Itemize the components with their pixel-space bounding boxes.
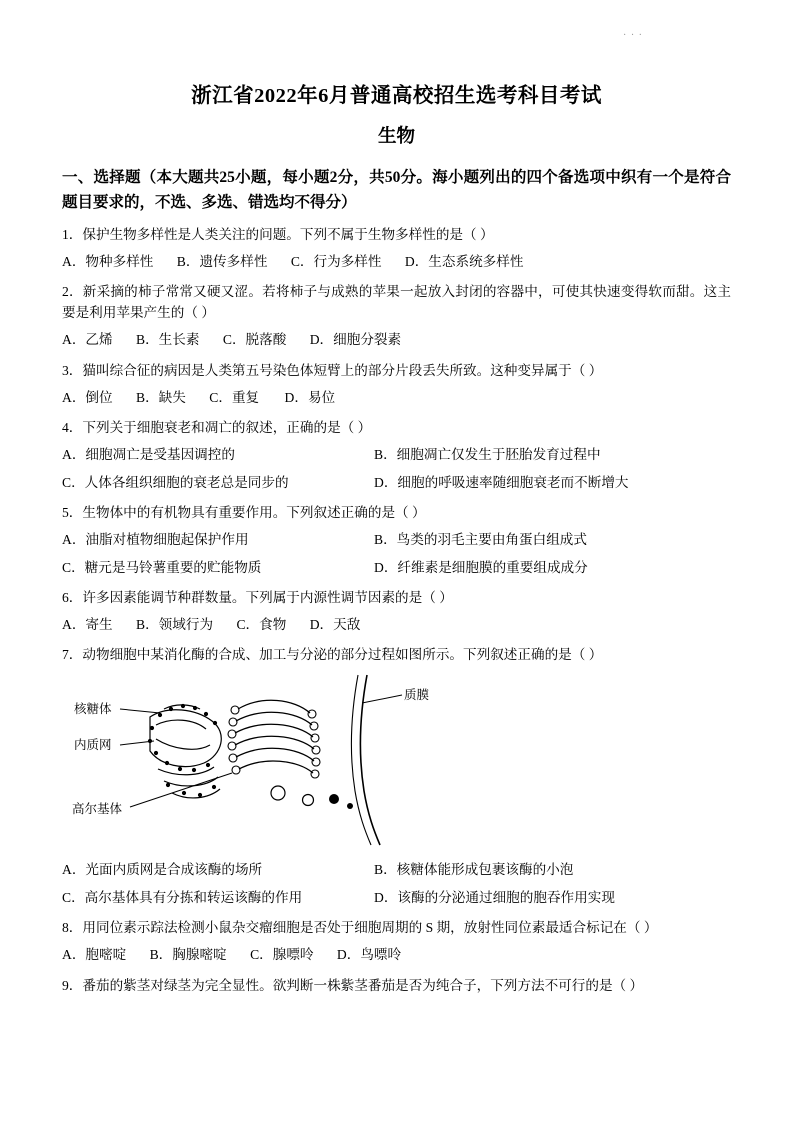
option[interactable]: D．天敌 <box>309 616 361 632</box>
option-row <box>62 888 731 908</box>
option[interactable]: A．寄生 <box>62 616 113 632</box>
option[interactable]: B．核糖体能形成包裹该酶的小泡 <box>374 862 574 878</box>
section-heading: 一、选择题（本大题共25小题，每小题2分，共50分。海小题列出的四个备选项中织有一个是符合题目要求的，不选、多选、错选均不得分） <box>62 168 731 211</box>
option[interactable]: C．高尔基体具有分拣和转运该酶的作用 <box>62 889 303 905</box>
option[interactable]: B．生长素 <box>136 332 200 348</box>
option[interactable]: C．糖元是马铃薯重要的贮能物质 <box>62 559 262 575</box>
label-golgi: 高尔基体 <box>72 802 123 817</box>
option-row <box>62 445 731 465</box>
label-plasma-membrane: 质膜 <box>404 688 430 703</box>
question-stem: 5．生物体中的有机物具有重要作用。下列叙述正确的是（ ） <box>62 505 426 521</box>
question-stem: 4．下列关于细胞衰老和凋亡的叙述，正确的是（ ） <box>62 420 372 436</box>
option[interactable]: C．重复 <box>209 389 260 405</box>
option-row <box>62 860 731 880</box>
option[interactable]: D．生态系统多样性 <box>404 253 524 269</box>
option[interactable]: A．胞嘧啶 <box>62 947 127 963</box>
option[interactable]: A．乙烯 <box>62 332 113 348</box>
option-row <box>62 558 731 578</box>
option[interactable]: A．倒位 <box>62 389 113 405</box>
label-er: 内质网 <box>74 738 112 753</box>
option-row <box>62 945 731 965</box>
option-row <box>62 473 731 493</box>
cell-organelle-diagram <box>62 673 731 853</box>
label-ribosome: 核糖体 <box>74 702 112 717</box>
option[interactable]: B．遗传多样性 <box>176 253 268 269</box>
option-row <box>62 615 731 635</box>
option[interactable]: A．油脂对植物细胞起保护作用 <box>62 532 249 548</box>
option[interactable]: D．纤维素是细胞膜的重要组成成分 <box>374 559 588 575</box>
option[interactable]: B．领域行为 <box>136 616 214 632</box>
subject-title: 生物 <box>377 126 415 147</box>
option[interactable]: C．人体各组织细胞的衰老总是同步的 <box>62 474 289 490</box>
option[interactable]: D．易位 <box>284 389 336 405</box>
page-title: 浙江省2022年6月普通高校招生选考科目考试 <box>191 85 602 107</box>
option[interactable]: C．行为多样性 <box>290 253 382 269</box>
question-stem: 7．动物细胞中某消化酶的合成、加工与分泌的部分过程如图所示。下列叙述正确的是（ ） <box>62 647 603 663</box>
question-stem: 8．用同位素示踪法检测小鼠杂交瘤细胞是否处于细胞周期的 S 期，放射性同位素最适合标记在（ ） <box>62 920 658 936</box>
option[interactable]: A．物种多样性 <box>62 253 154 269</box>
header-dots: · · · <box>623 30 643 41</box>
option[interactable]: A．细胞凋亡是受基因调控的 <box>62 447 235 463</box>
option-row <box>62 388 731 408</box>
option[interactable]: D．该酶的分泌通过细胞的胞吞作用实现 <box>374 889 615 905</box>
option[interactable]: A．光面内质网是合成该酶的场所 <box>62 862 263 878</box>
option-row <box>62 330 731 350</box>
option[interactable]: C．腺嘌呤 <box>250 947 314 963</box>
option[interactable]: C．食物 <box>236 616 287 632</box>
question-stem: 2．新采摘的柿子常常又硬又涩。若将柿子与成熟的苹果一起放入封闭的容器中，可使其快速变得软而甜。这主要是利用苹果产生的（ ） <box>62 284 731 321</box>
question-stem: 3．猫叫综合征的病因是人类第五号染色体短臂上的部分片段丢失所致。这种变异属于（ ） <box>62 362 603 378</box>
option[interactable]: D．细胞分裂素 <box>309 332 402 348</box>
question-stem: 9．番茄的紫茎对绿茎为完全显性。欲判断一株紫茎番茄是否为纯合子，下列方法不可行的是（ ） <box>62 977 644 993</box>
option-row <box>62 530 731 550</box>
option-row <box>62 252 731 272</box>
option[interactable]: D．鸟嘌呤 <box>336 947 402 963</box>
option[interactable]: B．细胞凋亡仅发生于胚胎发育过程中 <box>374 447 601 463</box>
question-stem: 6．许多因素能调节种群数量。下列属于内源性调节因素的是（ ） <box>62 589 453 605</box>
option[interactable]: C．脱落酸 <box>222 332 287 348</box>
question-stem: 1．保护生物多样性是人类关注的问题。下列不属于生物多样性的是（ ） <box>62 226 494 242</box>
option[interactable]: B．缺失 <box>136 389 186 405</box>
option[interactable]: D．细胞的呼吸速率随细胞衰老而不断增大 <box>374 474 629 490</box>
option[interactable]: B．胸腺嘧啶 <box>149 947 227 963</box>
option[interactable]: B．鸟类的羽毛主要由角蛋白组成式 <box>374 532 587 548</box>
